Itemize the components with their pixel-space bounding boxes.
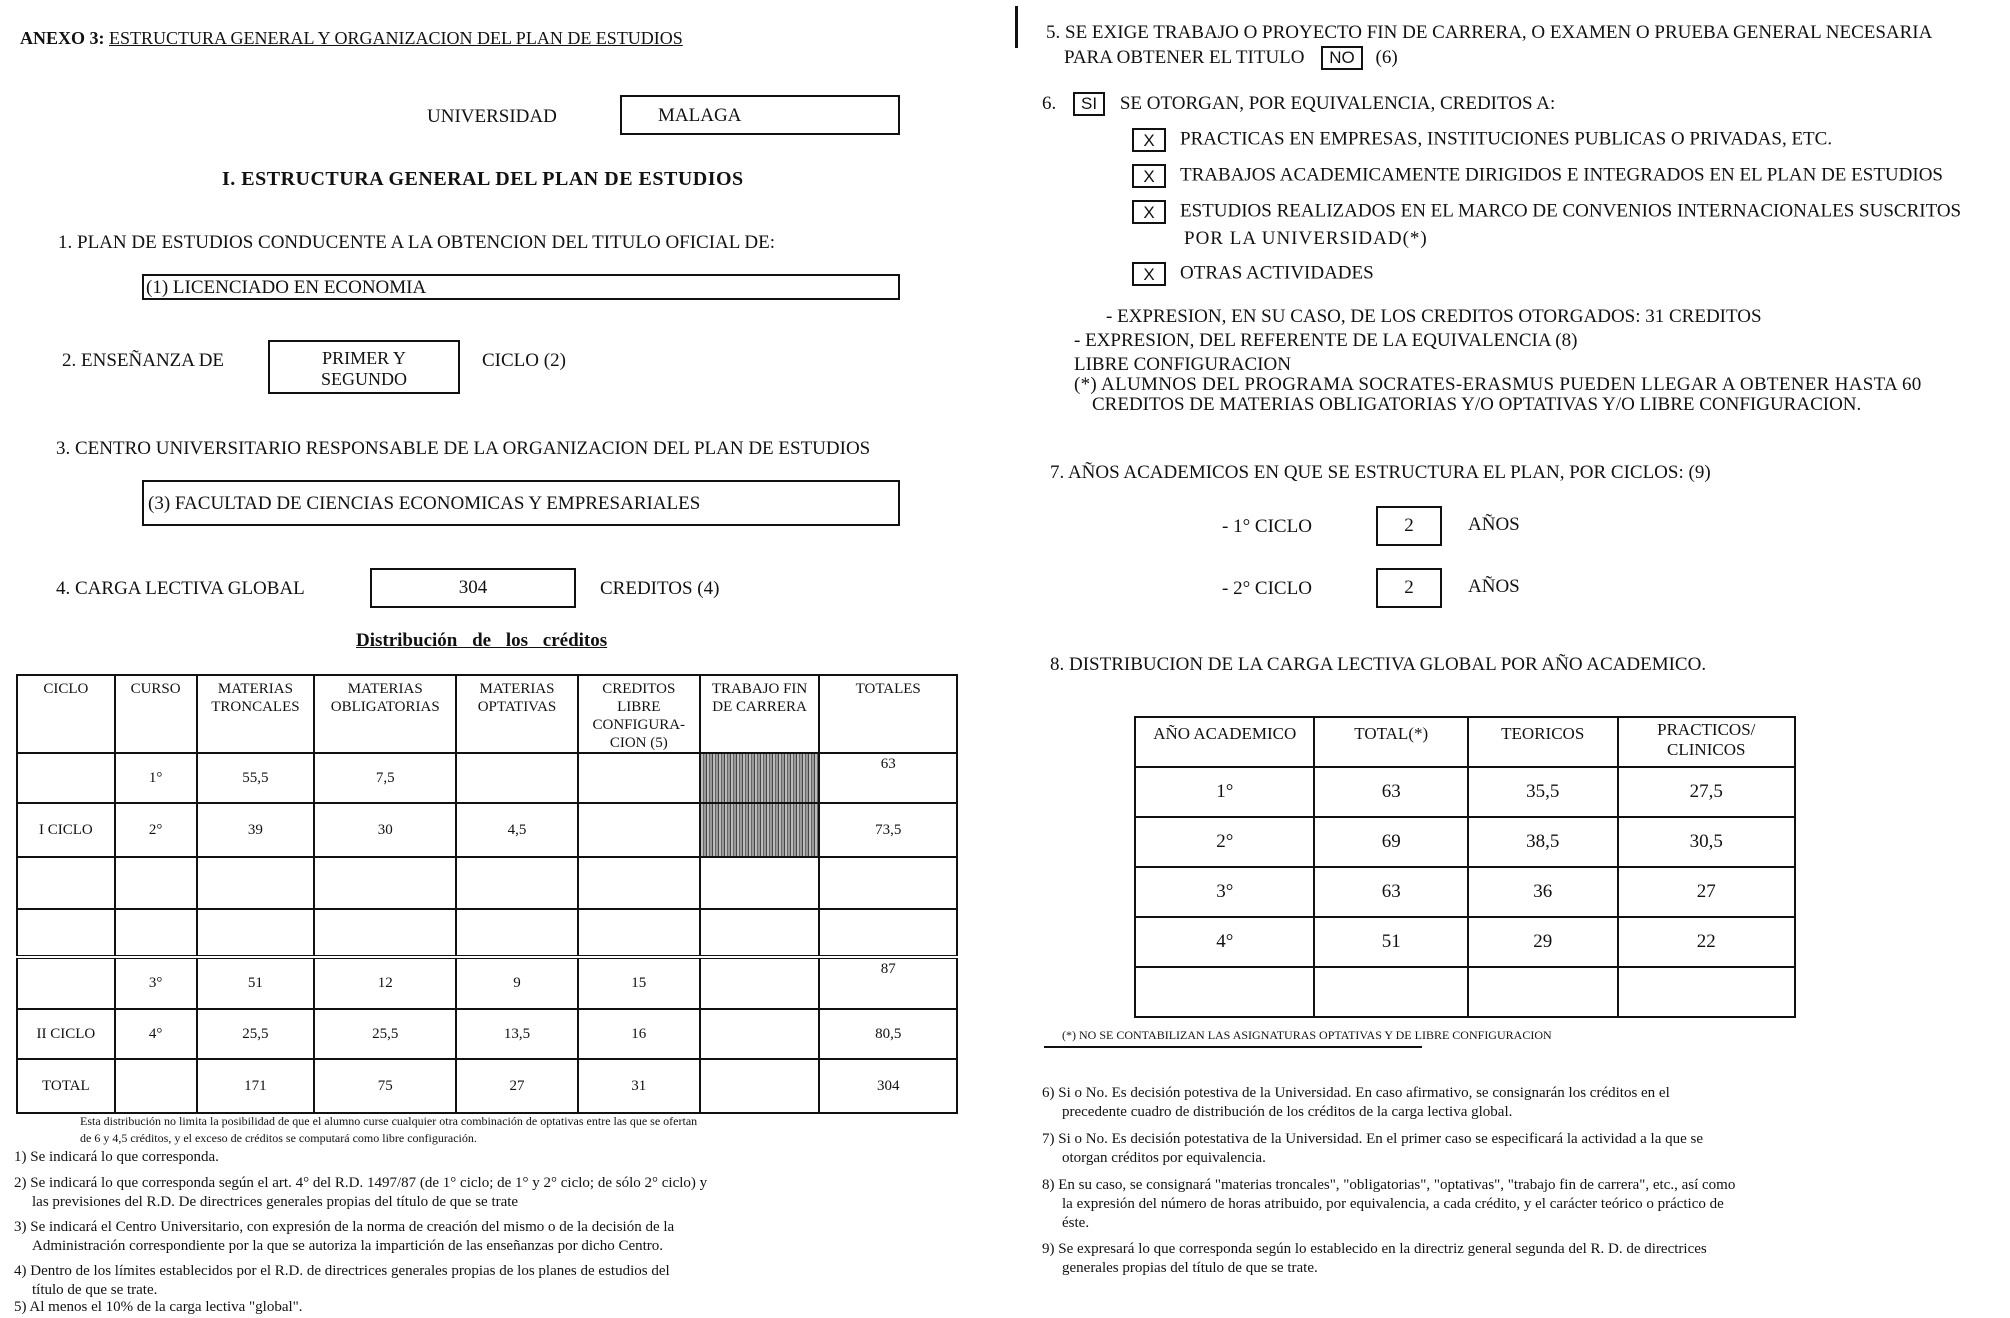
years-unit: AÑOS [1468, 576, 1520, 597]
table-row [17, 957, 957, 1009]
item7-text: 7. AÑOS ACADEMICOS EN QUE SE ESTRUCTURA EL PLAN, POR CICLOS: (9) [1050, 462, 1711, 483]
annex-heading [20, 28, 683, 49]
col-header: CICLO [17, 675, 115, 753]
expression-free: LIBRE CONFIGURACION [1074, 354, 1291, 375]
col-header: CREDITOS LIBRE CONFIGURA-CION (5) [578, 675, 700, 753]
cell-obligatorias: 12 [314, 957, 456, 1009]
cell-year: 4° [1135, 917, 1314, 967]
col-header: PRACTICOS/ CLINICOS [1618, 717, 1796, 767]
cell-totales: 73,5 [819, 803, 957, 857]
footnote-7: 7) Si o No. Es decisión potestativa de la Universidad. En el primer caso se especificará la actividad a la que se [1042, 1131, 1704, 1147]
yearly-load-table [1134, 716, 1796, 1018]
annex-title: ESTRUCTURA GENERAL Y ORGANIZACION DEL PLAN DE ESTUDIOS [109, 28, 683, 48]
table-row [17, 803, 957, 857]
cell-totales: 80,5 [819, 1009, 957, 1059]
page-divider [1015, 6, 1018, 48]
footnote-5: 5) Al menos el 10% de la carga lectiva "global". [14, 1299, 303, 1315]
cell-year [1135, 967, 1314, 1017]
cycle1-years-box [1376, 506, 1442, 546]
item4-suffix: CREDITOS (4) [600, 578, 720, 599]
footnote-6: 6) Si o No. Es decisión potestiva de la Universidad. En caso afirmativo, se consignarán los créditos en el [1042, 1085, 1670, 1101]
table-row [17, 1009, 957, 1059]
cell-troncales: 55,5 [197, 753, 315, 803]
footnote-6-cont: precedente cuadro de distribución de los créditos de la carga lectiva global. [1062, 1104, 1513, 1120]
credits-box [370, 568, 576, 608]
cell-trabajo [700, 957, 820, 1009]
cell-optativas: 4,5 [456, 803, 578, 857]
cell-practicos: 27,5 [1618, 767, 1796, 817]
item6-number: 6. [1042, 93, 1057, 114]
center-value: (3) FACULTAD DE CIENCIAS ECONOMICAS Y EMPRESARIALES [148, 493, 701, 514]
item5-suffix: (6) [1375, 47, 1398, 68]
col-header: MATERIAS TRONCALES [197, 675, 315, 753]
cell-practicos: 22 [1618, 917, 1796, 967]
cell-optativas [456, 753, 578, 803]
cell-troncales: 171 [197, 1059, 315, 1113]
footnote-1: 1) Se indicará lo que corresponda. [14, 1149, 219, 1165]
cell-trabajo [700, 857, 820, 909]
footnote-2: 2) Se indicará lo que corresponda según el art. 4° del R.D. 1497/87 (de 1° ciclo; de 1° y 2° ciclo; de sólo 2° ciclo) y [14, 1175, 708, 1191]
cell-obligatorias: 30 [314, 803, 456, 857]
table-row [1135, 867, 1795, 917]
cycle2-years-box [1376, 568, 1442, 608]
cell-trabajo-shaded [700, 753, 820, 803]
table-header-row [1135, 717, 1795, 767]
credits-distribution-table [16, 674, 958, 1114]
cell-ciclo [17, 753, 115, 803]
checkbox-row [1132, 200, 1961, 224]
cell-libre [578, 803, 700, 857]
col-header: TOTALES [819, 675, 957, 753]
cell-teoricos: 29 [1468, 917, 1618, 967]
checkbox-row [1132, 128, 1832, 152]
cycle1-label: - 1° CICLO [1222, 516, 1312, 537]
table-note-1: Esta distribución no limita la posibilidad de que el alumno curse cualquier otra combinación de optativas entre las que se ofertan [80, 1114, 698, 1128]
table-row [1135, 767, 1795, 817]
item6-text: SE OTORGAN, POR EQUIVALENCIA, CREDITOS A: [1119, 93, 1556, 114]
cell-ciclo [17, 909, 115, 957]
cell-ciclo [17, 957, 115, 1009]
cell-troncales [197, 909, 315, 957]
distribution-title: Distribución de los créditos [356, 630, 608, 651]
table-row [17, 753, 957, 803]
footnote-8: 8) En su caso, se consignará "materias troncales", "obligatorias", "optativas", "trabajo fin de carrera", etc., así como [1042, 1177, 1736, 1193]
cell-teoricos [1468, 967, 1618, 1017]
cell-trabajo-shaded [700, 803, 820, 857]
cell-obligatorias: 75 [314, 1059, 456, 1113]
check-mark[interactable]: X [1132, 262, 1166, 286]
cell-obligatorias [314, 909, 456, 957]
cell-curso [115, 909, 197, 957]
center-box [142, 480, 900, 526]
cell-libre [578, 909, 700, 957]
yearly-table-note: (*) NO SE CONTABILIZAN LAS ASIGNATURAS OPTATIVAS Y DE LIBRE CONFIGURACION [1062, 1028, 1552, 1042]
cell-curso [115, 857, 197, 909]
cell-totales: 87 [819, 957, 957, 1009]
cell-optativas [456, 857, 578, 909]
cycle1-years: 2 [1404, 515, 1414, 536]
cell-libre: 16 [578, 1009, 700, 1059]
expression-reference: - EXPRESION, DEL REFERENTE DE LA EQUIVALENCIA (8) [1074, 330, 1578, 351]
cell-troncales: 39 [197, 803, 315, 857]
cell-optativas [456, 909, 578, 957]
erasmus-note: (*) ALUMNOS DEL PROGRAMA SOCRATES-ERASMUS PUEDEN LLEGAR A OBTENER HASTA 60 [1074, 374, 1922, 395]
cycle-box [268, 340, 460, 394]
cell-curso [115, 1059, 197, 1113]
footnote-2-cont: las previsiones del R.D. De directrices generales propias del título de que se trate [32, 1194, 519, 1210]
item4-label: 4. CARGA LECTIVA GLOBAL [56, 578, 305, 599]
cell-total: 63 [1314, 867, 1467, 917]
note-rule [1044, 1046, 1422, 1048]
check-mark[interactable]: X [1132, 200, 1166, 224]
footnote-4-cont: título de que se trate. [32, 1282, 158, 1298]
cell-practicos: 30,5 [1618, 817, 1796, 867]
item2-suffix: CICLO (2) [482, 350, 566, 371]
annex-prefix: ANEXO 3: [20, 28, 105, 48]
table-note-2: de 6 y 4,5 créditos, y el exceso de créditos se computará como libre configuración. [80, 1131, 477, 1145]
table-row-total [17, 1059, 957, 1113]
col-header: TEORICOS [1468, 717, 1618, 767]
years-unit: AÑOS [1468, 514, 1520, 535]
check-mark[interactable]: X [1132, 128, 1166, 152]
degree-box [142, 274, 900, 300]
check-label: PRACTICAS EN EMPRESAS, INSTITUCIONES PUBLICAS O PRIVADAS, ETC. [1180, 128, 1833, 150]
erasmus-note-cont: CREDITOS DE MATERIAS OBLIGATORIAS Y/O OPTATIVAS Y/O LIBRE CONFIGURACION. [1092, 394, 1862, 415]
table-header-row [17, 675, 957, 753]
check-mark[interactable]: X [1132, 164, 1166, 188]
cell-year: 1° [1135, 767, 1314, 817]
col-header: CURSO [115, 675, 197, 753]
item8-text: 8. DISTRIBUCION DE LA CARGA LECTIVA GLOBAL POR AÑO ACADEMICO. [1050, 654, 1707, 675]
cell-obligatorias: 25,5 [314, 1009, 456, 1059]
expression-credits: - EXPRESION, EN SU CASO, DE LOS CREDITOS OTORGADOS: 31 CREDITOS [1106, 306, 1762, 327]
cell-year: 3° [1135, 867, 1314, 917]
table-row [1135, 967, 1795, 1017]
cell-trabajo [700, 1059, 820, 1113]
cell-trabajo [700, 1009, 820, 1059]
col-header: AÑO ACADEMICO [1135, 717, 1314, 767]
cell-curso: 2° [115, 803, 197, 857]
cell-optativas: 9 [456, 957, 578, 1009]
cell-practicos: 27 [1618, 867, 1796, 917]
table-row [17, 909, 957, 957]
cell-total [1314, 967, 1467, 1017]
cell-totales: 304 [819, 1059, 957, 1113]
cell-curso: 4° [115, 1009, 197, 1059]
cell-optativas: 27 [456, 1059, 578, 1113]
cell-totales [819, 857, 957, 909]
check-label-cont: POR LA UNIVERSIDAD(*) [1184, 228, 1428, 249]
check-label: ESTUDIOS REALIZADOS EN EL MARCO DE CONVENIOS INTERNACIONALES SUSCRITOS [1180, 200, 1962, 222]
cell-optativas: 13,5 [456, 1009, 578, 1059]
item5-line1: 5. SE EXIGE TRABAJO O PROYECTO FIN DE CARRERA, O EXAMEN O PRUEBA GENERAL NECESARIA [1046, 22, 1933, 43]
cell-ciclo: II CICLO [17, 1009, 115, 1059]
item6-line [1042, 92, 1555, 116]
cell-total: 51 [1314, 917, 1467, 967]
cell-obligatorias [314, 857, 456, 909]
cell-total: 69 [1314, 817, 1467, 867]
cell-troncales [197, 857, 315, 909]
check-label: TRABAJOS ACADEMICAMENTE DIRIGIDOS E INTEGRADOS EN EL PLAN DE ESTUDIOS [1180, 164, 1943, 186]
cell-troncales: 25,5 [197, 1009, 315, 1059]
cell-teoricos: 35,5 [1468, 767, 1618, 817]
item2-label: 2. ENSEÑANZA DE [62, 350, 225, 371]
cell-libre: 15 [578, 957, 700, 1009]
cell-trabajo [700, 909, 820, 957]
table-row [1135, 817, 1795, 867]
col-header: MATERIAS OPTATIVAS [456, 675, 578, 753]
cell-practicos [1618, 967, 1796, 1017]
cell-ciclo [17, 857, 115, 909]
cell-libre [578, 753, 700, 803]
section-title: I. ESTRUCTURA GENERAL DEL PLAN DE ESTUDIOS [222, 168, 744, 190]
cell-ciclo: TOTAL [17, 1059, 115, 1113]
table-row [17, 857, 957, 909]
footnote-7-cont: otorgan créditos por equivalencia. [1062, 1150, 1266, 1166]
footnote-4: 4) Dentro de los límites establecidos por el R.D. de directrices generales propias de los planes de estudios del [14, 1263, 670, 1279]
cell-curso: 1° [115, 753, 197, 803]
col-header: MATERIAS OBLIGATORIAS [314, 675, 456, 753]
cell-totales [819, 909, 957, 957]
cell-total: 63 [1314, 767, 1467, 817]
checkbox-row [1132, 164, 1943, 188]
cycle-line2: SEGUNDO [320, 369, 407, 389]
university-value: MALAGA [658, 105, 742, 126]
cycle2-years: 2 [1404, 577, 1414, 598]
cell-curso: 3° [115, 957, 197, 1009]
item5-value-box: NO [1321, 46, 1363, 70]
check-label: OTRAS ACTIVIDADES [1180, 262, 1374, 284]
cell-libre: 31 [578, 1059, 700, 1113]
item5-label: PARA OBTENER EL TITULO [1064, 47, 1305, 68]
cell-teoricos: 36 [1468, 867, 1618, 917]
cell-totales: 63 [819, 753, 957, 803]
cell-obligatorias: 7,5 [314, 753, 456, 803]
item3-text: 3. CENTRO UNIVERSITARIO RESPONSABLE DE LA ORGANIZACION DEL PLAN DE ESTUDIOS [56, 438, 871, 459]
col-header: TOTAL(*) [1314, 717, 1467, 767]
footnote-3: 3) Se indicará el Centro Universitario, con expresión de la norma de creación del mismo o de la decisión de la [14, 1219, 675, 1235]
footnote-9: 9) Se expresará lo que corresponda según lo establecido en la directriz general segunda del R. D. de directrices [1042, 1241, 1707, 1257]
footnote-8-cont: la expresión del número de horas atribuido, por equivalencia, a cada crédito, y el carácter teórico o práctico de [1062, 1196, 1724, 1212]
footnote-3-cont: Administración correspondiente por la que se autoriza la impartición de las enseñanzas por dicho Centro. [32, 1238, 664, 1254]
item6-value-box: SI [1073, 92, 1105, 116]
cycle-line1: PRIMER Y [322, 348, 406, 368]
footnote-9-cont: generales propias del título de que se trate. [1062, 1260, 1318, 1276]
university-box [620, 95, 900, 135]
cycle2-label: - 2° CICLO [1222, 578, 1312, 599]
university-label: UNIVERSIDAD [427, 106, 557, 127]
cell-year: 2° [1135, 817, 1314, 867]
credits-value: 304 [458, 577, 488, 598]
cell-ciclo: I CICLO [17, 803, 115, 857]
checkbox-row [1132, 262, 1374, 286]
table-row [1135, 917, 1795, 967]
cell-troncales: 51 [197, 957, 315, 1009]
footnote-8-cont2: éste. [1062, 1215, 1090, 1231]
item1-text: 1. PLAN DE ESTUDIOS CONDUCENTE A LA OBTENCION DEL TITULO OFICIAL DE: [58, 232, 776, 253]
cell-libre [578, 857, 700, 909]
col-header: TRABAJO FIN DE CARRERA [700, 675, 820, 753]
item5-line2 [1064, 46, 1398, 70]
degree-value: (1) LICENCIADO EN ECONOMIA [146, 277, 427, 298]
cell-teoricos: 38,5 [1468, 817, 1618, 867]
